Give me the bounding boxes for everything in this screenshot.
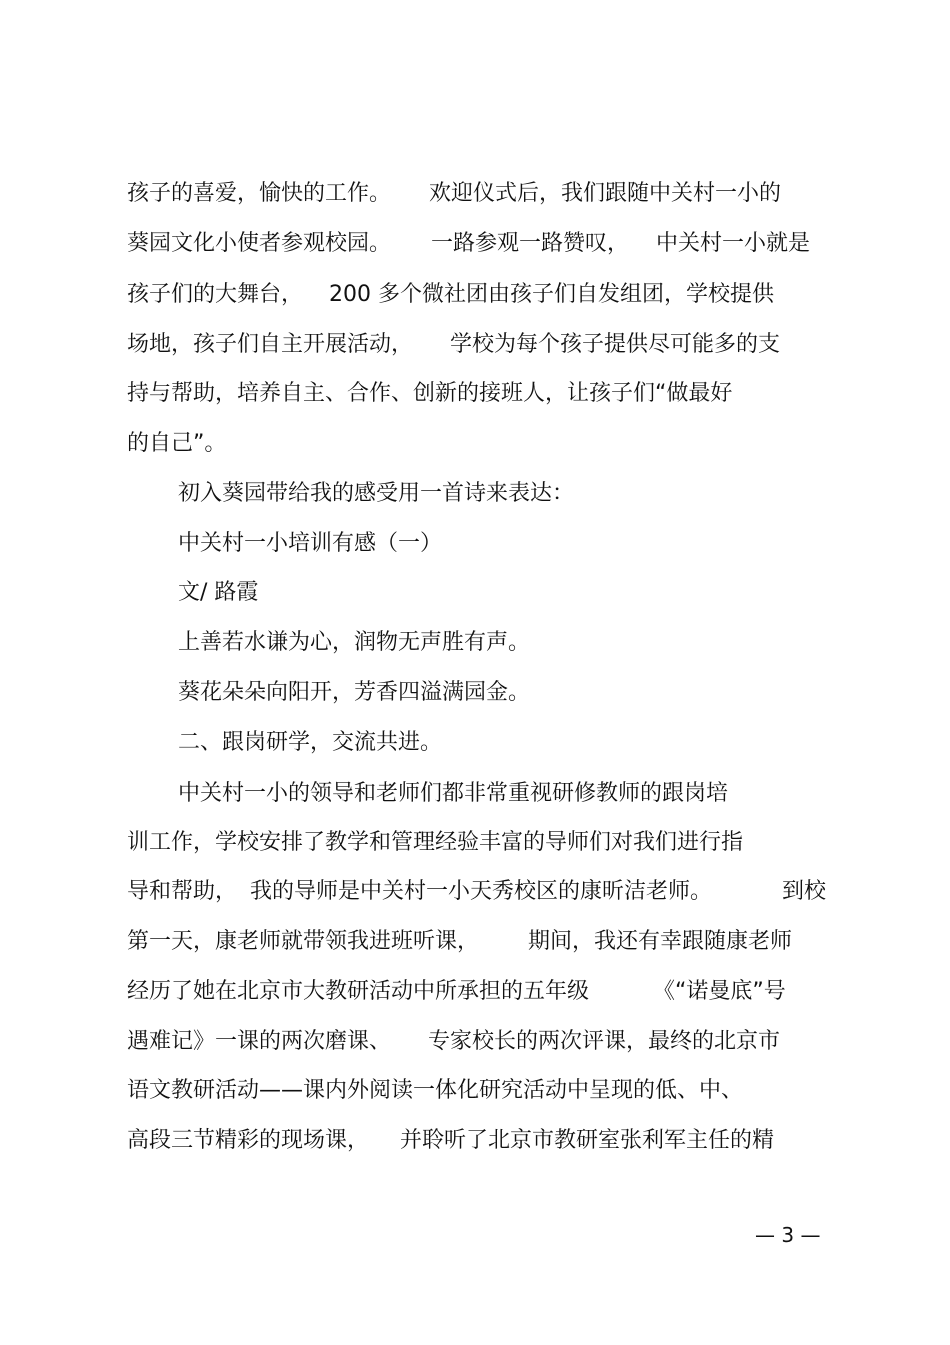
text-line (0, 224, 950, 264)
text-segment: 葵花朵朵向阳开，芳香四溢满园金。 (178, 680, 531, 705)
text-segment: 高段三节精彩的现场课， (127, 1128, 370, 1153)
text-line (0, 374, 950, 414)
text-segment: 期间，我还有幸跟随康老师 (528, 929, 793, 954)
text-segment: 中关村一小的领导和老师们都非常重视研修教师的跟岗培 (178, 781, 729, 806)
text-segment: 学校为每个孩子提供尽可能多的支 (450, 332, 781, 357)
text-line (0, 1022, 950, 1062)
text-segment: 的自己”。 (127, 431, 227, 456)
text-segment: 《“诺曼底”号 (653, 979, 786, 1004)
text-line (0, 1121, 950, 1161)
text-line (0, 424, 950, 464)
text-line (0, 723, 950, 763)
text-segment: 文/ 路霞 (178, 580, 259, 605)
text-segment: 初入葵园带给我的感受用一首诗来表达： (178, 481, 575, 506)
text-segment: 场地，孩子们自主开展活动， (127, 332, 414, 357)
text-line (0, 774, 950, 814)
text-segment: 持与帮助，培养自主、合作、创新的接班人，让孩子们“做最好 (127, 381, 733, 406)
text-segment: 经历了她在北京市大教研活动中所承担的五年级 (127, 979, 590, 1004)
text-line (0, 872, 950, 912)
text-segment: 到校 (782, 879, 827, 904)
text-segment: 中关村一小培训有感（一） (178, 531, 443, 556)
text-line (0, 922, 950, 962)
text-segment: 第一天，康老师就带领我进班听课， (127, 929, 480, 954)
text-line (0, 623, 950, 663)
text-segment: 上善若水谦为心，润物无声胜有声。 (178, 630, 531, 655)
text-segment: 语文教研活动——课内外阅读一体化研究活动中呈现的低、中、 (127, 1078, 744, 1103)
text-segment: 欢迎仪式后，我们跟随中关村一小的 (429, 181, 782, 206)
text-segment: 200 多个微社团由孩子们自发组团，学校提供 (329, 282, 774, 307)
text-line (0, 474, 950, 514)
text-segment: 中关村一小就是 (656, 231, 811, 256)
text-line (0, 823, 950, 863)
page-number: — 3 — (755, 1223, 821, 1247)
text-segment: 导和帮助， (127, 879, 238, 904)
text-segment: 我的导师是中关村一小天秀校区的康昕洁老师。 (250, 879, 713, 904)
text-line (0, 174, 950, 214)
text-segment: 孩子的喜爱，愉快的工作。 (127, 181, 392, 206)
text-line (0, 325, 950, 365)
text-line (0, 972, 950, 1012)
text-line (0, 573, 950, 613)
text-segment: 葵园文化小使者参观校园。 (127, 231, 392, 256)
text-segment: 专家校长的两次评课，最终的北京市 (428, 1029, 781, 1054)
text-line (0, 673, 950, 713)
text-segment: 并聆听了北京市教研室张利军主任的精 (400, 1128, 775, 1153)
text-segment: 二、跟岗研学，交流共进。 (178, 730, 443, 755)
text-line (0, 275, 950, 315)
text-line (0, 1071, 950, 1111)
text-segment: 孩子们的大舞台， (127, 282, 304, 307)
text-segment: 训工作，学校安排了教学和管理经验丰富的导师们对我们进行指 (127, 830, 744, 855)
text-segment: 遇难记》一课的两次磨课、 (127, 1029, 392, 1054)
text-segment: 一路参观一路赞叹， (431, 231, 630, 256)
text-line (0, 524, 950, 564)
